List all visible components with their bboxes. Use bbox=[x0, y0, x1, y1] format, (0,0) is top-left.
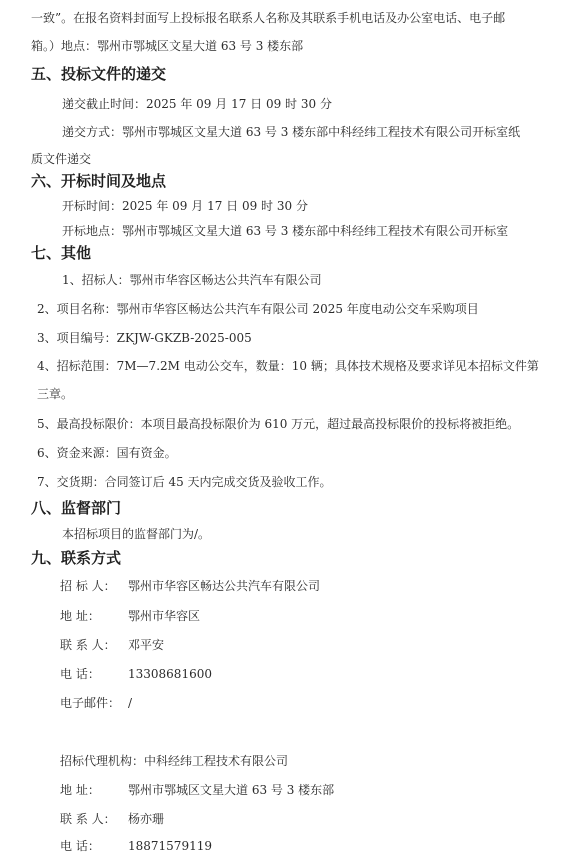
supervision-text: 本招标项目的监督部门为/。 bbox=[62, 527, 211, 541]
contact-person bbox=[60, 637, 164, 653]
contact-value: 邓平安 bbox=[128, 638, 165, 652]
agency-value: 中科经纬工程技术有限公司 bbox=[144, 754, 289, 768]
other-item-2: 2、项目名称：鄂州市华容区畅达公共汽车有限公司 2025 年度电动公交车采购项目 bbox=[37, 302, 479, 316]
agency-contact-label: 联 系 人： bbox=[60, 812, 116, 826]
other-item-5: 5、最高投标限价：本项目最高投标限价为 610 万元，超过最高投标限价的投标将被拒绝。 bbox=[37, 417, 520, 431]
bid-opening-time: 开标时间：2025 年 09 月 17 日 09 时 30 分 bbox=[62, 199, 308, 213]
phone-value: 13308681600 bbox=[128, 667, 212, 681]
email-label: 电子邮件： bbox=[60, 696, 121, 710]
phone-label: 电 话： bbox=[60, 667, 100, 681]
agency-label: 招标代理机构： bbox=[60, 754, 145, 768]
agency-address-label: 地 址： bbox=[60, 783, 100, 797]
agency-contact-value: 杨亦珊 bbox=[128, 812, 165, 826]
other-item-3: 3、项目编号：ZKJW-GKZB-2025-005 bbox=[37, 331, 252, 345]
other-item-6: 6、资金来源：国有资金。 bbox=[37, 446, 177, 460]
other-item-7: 7、交货期：合同签订后 45 天内完成交货及验收工作。 bbox=[37, 475, 332, 489]
contact-tenderer bbox=[60, 578, 320, 594]
intro-line-2: 箱。）地点：鄂州市鄂城区文星大道 63 号 3 楼东部 bbox=[31, 39, 304, 53]
section-6-heading: 六、开标时间及地点 bbox=[31, 172, 167, 190]
submission-deadline: 递交截止时间：2025 年 09 月 17 日 09 时 30 分 bbox=[62, 97, 332, 111]
other-item-4-line-1: 4、招标范围：7M—7.2M 电动公交车，数量：10 辆；具体技术规格及要求详见本招标文件第 bbox=[37, 359, 539, 373]
address-value: 鄂州市华容区 bbox=[128, 609, 201, 623]
agency-contact bbox=[60, 811, 164, 827]
submission-method-line-2: 质文件递交 bbox=[31, 152, 92, 166]
contact-label: 联 系 人： bbox=[60, 638, 116, 652]
section-7-heading: 七、其他 bbox=[31, 244, 92, 262]
section-8-heading: 八、监督部门 bbox=[31, 499, 122, 517]
agency-phone-value: 18871579119 bbox=[128, 839, 212, 853]
intro-line-1: 一致”。在报名资料封面写上投标报名联系人名称及其联系手机电话及办公室电话、电子邮 bbox=[31, 11, 506, 25]
agency-address-value: 鄂州市鄂城区文星大道 63 号 3 楼东部 bbox=[128, 783, 335, 797]
other-item-4-line-2: 三章。 bbox=[37, 387, 74, 401]
bid-opening-place: 开标地点：鄂州市鄂城区文星大道 63 号 3 楼东部中科经纬工程技术有限公司开标室 bbox=[62, 224, 509, 238]
section-9-heading: 九、联系方式 bbox=[31, 549, 122, 567]
email-value: / bbox=[128, 696, 133, 710]
agency-phone-label: 电 话： bbox=[60, 839, 100, 853]
section-5-heading: 五、投标文件的递交 bbox=[31, 65, 167, 83]
contact-address bbox=[60, 608, 200, 624]
tenderer-value: 鄂州市华容区畅达公共汽车有限公司 bbox=[128, 579, 321, 593]
address-label: 地 址： bbox=[60, 609, 100, 623]
agency-name bbox=[60, 753, 288, 769]
submission-method-line-1: 递交方式：鄂州市鄂城区文星大道 63 号 3 楼东部中科经纬工程技术有限公司开标室纸 bbox=[62, 125, 521, 139]
tenderer-label: 招 标 人： bbox=[60, 579, 116, 593]
other-item-1: 1、招标人：鄂州市华容区畅达公共汽车有限公司 bbox=[62, 273, 322, 287]
agency-phone bbox=[60, 838, 212, 854]
agency-address bbox=[60, 782, 334, 798]
contact-email bbox=[60, 695, 132, 711]
contact-phone bbox=[60, 666, 212, 682]
